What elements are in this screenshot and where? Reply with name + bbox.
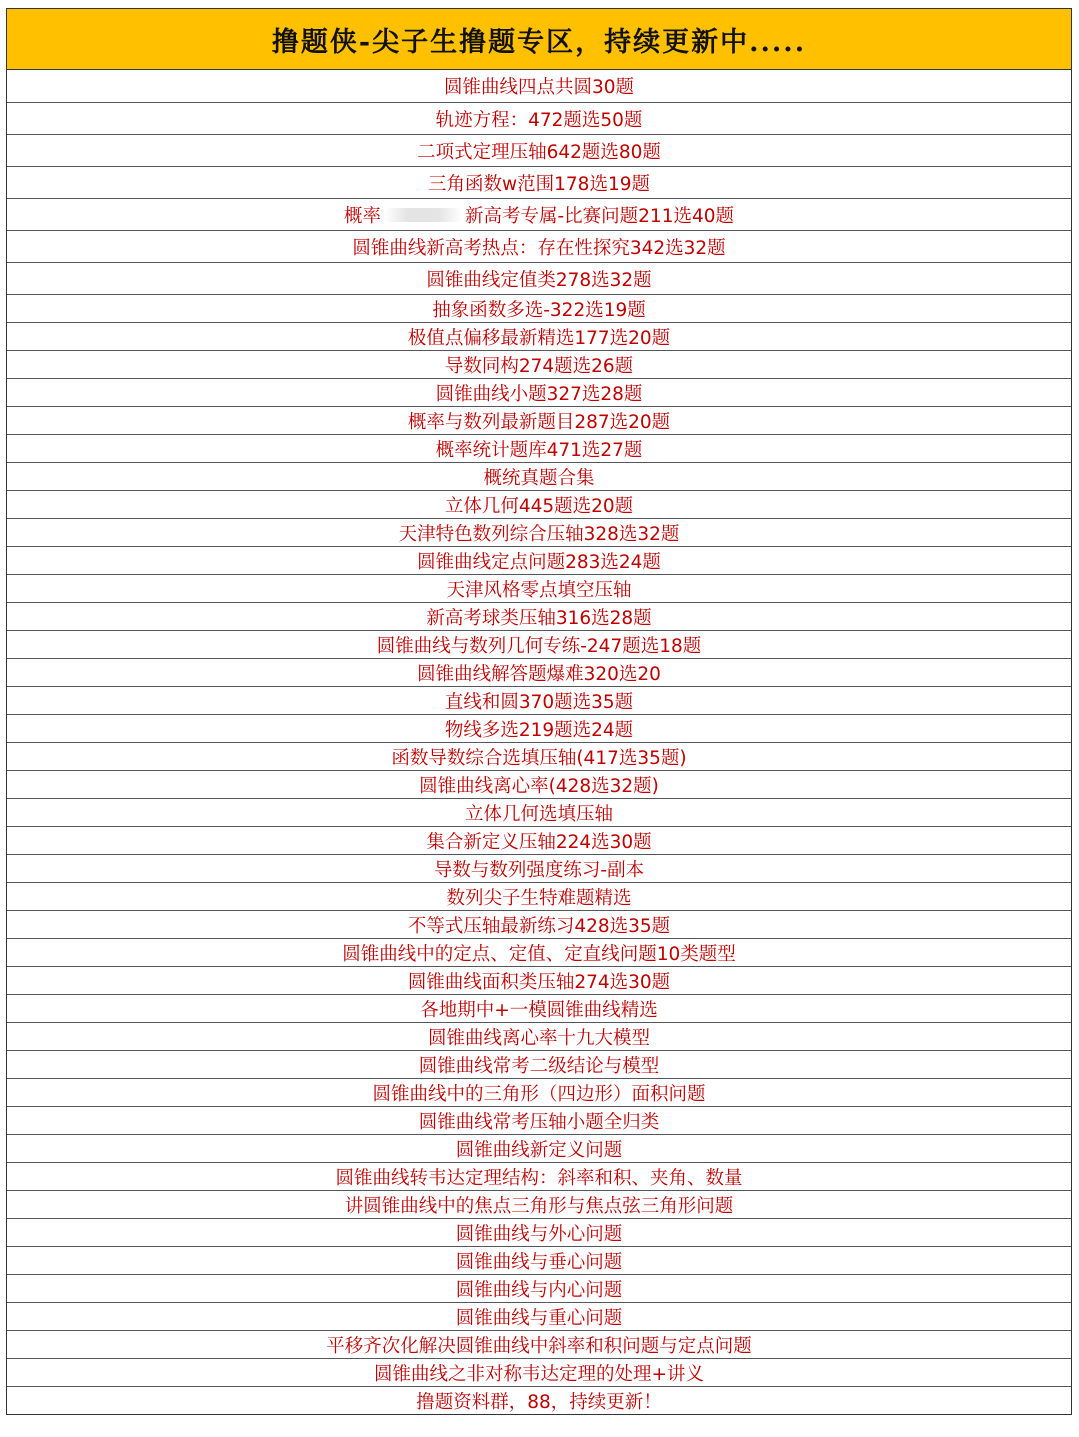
list-item: 概率与数列最新题目287选20题 (7, 406, 1071, 434)
list-item: 圆锥曲线解答题爆难320选20 (7, 658, 1071, 686)
list-item: 三角函数w范围178选19题 (7, 166, 1071, 198)
list-item: 圆锥曲线与内心问题 (7, 1274, 1071, 1302)
list-item: 圆锥曲线中的定点、定值、定直线问题10类题型 (7, 938, 1071, 966)
page-title: 撸题侠-尖子生撸题专区，持续更新中..... (271, 26, 807, 58)
list-item: 抽象函数多选-322选19题 (7, 294, 1071, 322)
list-item: 圆锥曲线与重心问题 (7, 1302, 1071, 1330)
list-item: 圆锥曲线新高考热点：存在性探究342选32题 (7, 230, 1071, 262)
list-item: 圆锥曲线转韦达定理结构：斜率和积、夹角、数量 (7, 1162, 1071, 1190)
list-item: 物线多选219题选24题 (7, 714, 1071, 742)
list-item: 圆锥曲线离心率十九大模型 (7, 1022, 1071, 1050)
list-item: 圆锥曲线与垂心问题 (7, 1246, 1071, 1274)
list-item: 数列尖子生特难题精选 (7, 882, 1071, 910)
list-item: 圆锥曲线常考压轴小题全归类 (7, 1106, 1071, 1134)
list-item: 圆锥曲线之非对称韦达定理的处理+讲义 (7, 1358, 1071, 1386)
list-item: 天津特色数列综合压轴328选32题 (7, 518, 1071, 546)
list-item: 圆锥曲线常考二级结论与模型 (7, 1050, 1071, 1078)
list-item: 概统真题合集 (7, 462, 1071, 490)
list-item: 概率统计题库471选27题 (7, 434, 1071, 462)
blurred-region (384, 208, 462, 222)
list-item: 圆锥曲线新定义问题 (7, 1134, 1071, 1162)
list-item: 圆锥曲线定点问题283选24题 (7, 546, 1071, 574)
list-item: 立体几何选填压轴 (7, 798, 1071, 826)
list-item: 圆锥曲线中的三角形（四边形）面积问题 (7, 1078, 1071, 1106)
list-item: 极值点偏移最新精选177选20题 (7, 322, 1071, 350)
list-item: 圆锥曲线定值类278选32题 (7, 262, 1071, 294)
list-item: 圆锥曲线面积类压轴274选30题 (7, 966, 1071, 994)
list-item: 轨迹方程：472题选50题 (7, 102, 1071, 134)
list-item: 直线和圆370题选35题 (7, 686, 1071, 714)
list-item: 圆锥曲线与外心问题 (7, 1218, 1071, 1246)
list-item: 不等式压轴最新练习428选35题 (7, 910, 1071, 938)
document-table (6, 8, 1072, 1415)
list-item: 导数与数列强度练习-副本 (7, 854, 1071, 882)
list-item: 撸题资料群，88，持续更新！ (7, 1386, 1071, 1414)
list-item: 函数导数综合选填压轴(417选35题) (7, 742, 1071, 770)
list-item: 二项式定理压轴642题选80题 (7, 134, 1071, 166)
list-item: 天津风格零点填空压轴 (7, 574, 1071, 602)
list-item: 各地期中+一模圆锥曲线精选 (7, 994, 1071, 1022)
list-item: 立体几何445题选20题 (7, 490, 1071, 518)
list-item: 圆锥曲线小题327选28题 (7, 378, 1071, 406)
list-item: 圆锥曲线四点共圆30题 (443, 77, 635, 98)
list-item: 新高考球类压轴316选28题 (7, 602, 1071, 630)
list-item: 概率 新高考专属-比赛问题211选40题 (7, 198, 1071, 230)
list-item: 集合新定义压轴224选30题 (7, 826, 1071, 854)
list-item: 平移齐次化解决圆锥曲线中斜率和积问题与定点问题 (7, 1330, 1071, 1358)
list-item: 导数同构274题选26题 (7, 350, 1071, 378)
list-item: 圆锥曲线离心率(428选32题) (7, 770, 1071, 798)
list-item: 讲圆锥曲线中的焦点三角形与焦点弦三角形问题 (7, 1190, 1071, 1218)
list-item: 圆锥曲线与数列几何专练-247题选18题 (7, 630, 1071, 658)
table-header (7, 8, 1071, 70)
